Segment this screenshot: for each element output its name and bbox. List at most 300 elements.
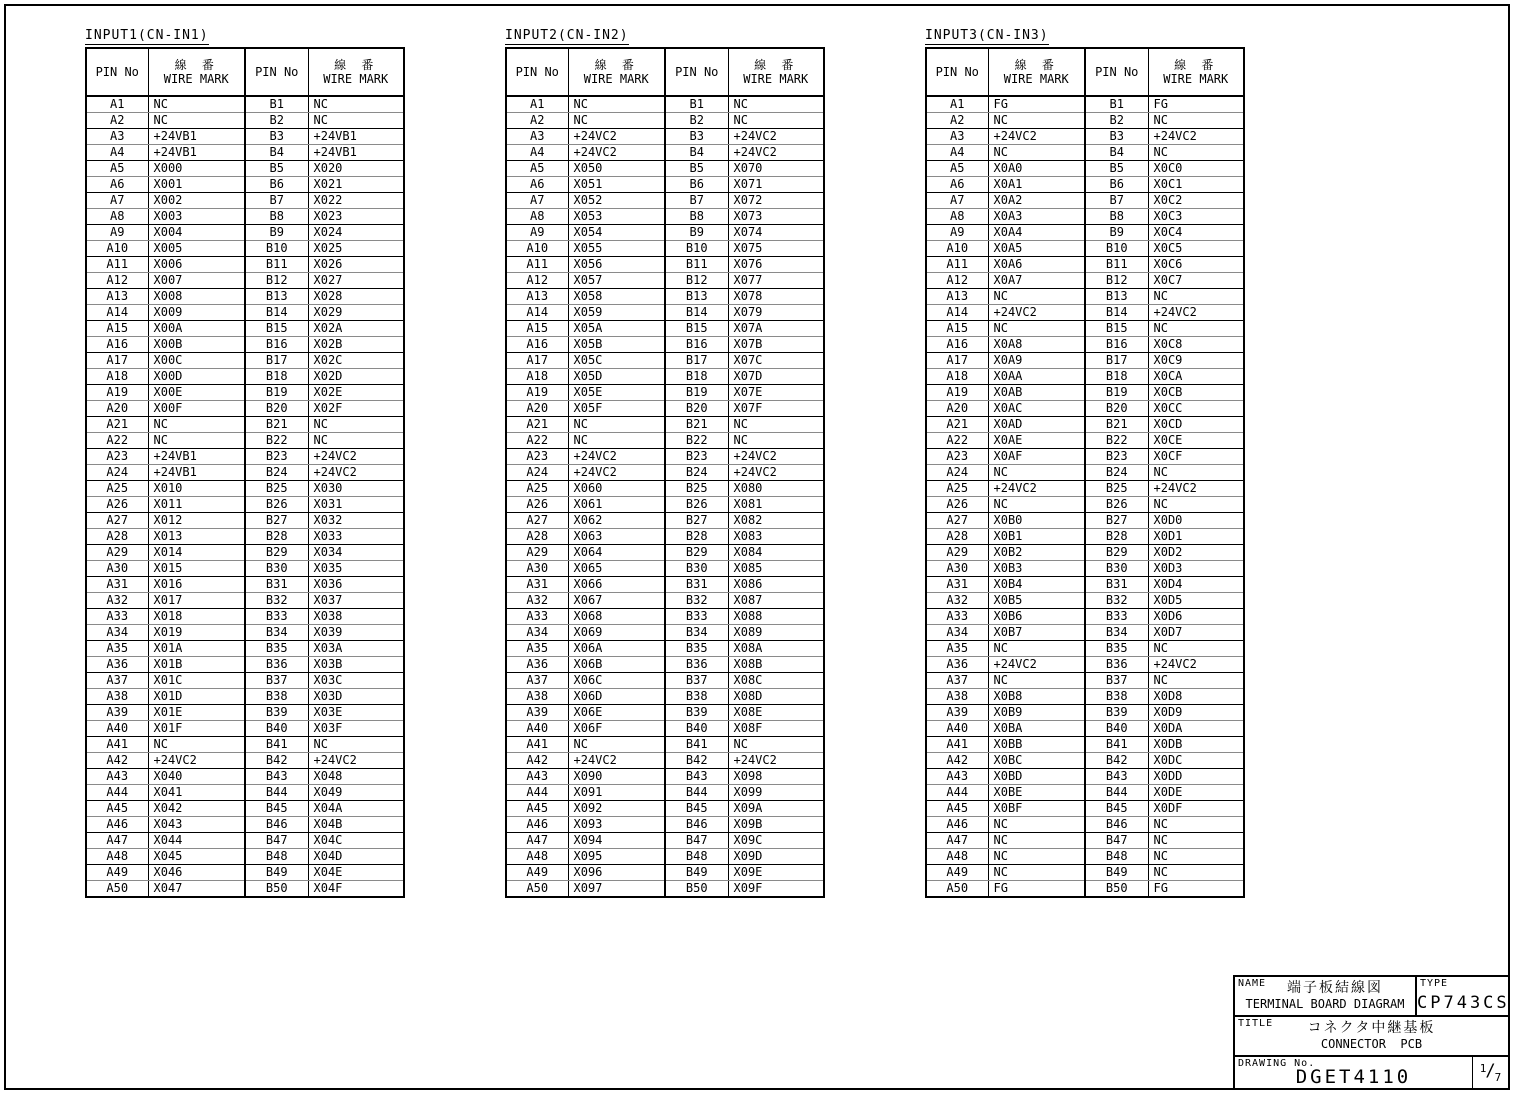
pin-no-cell: B23 bbox=[1085, 449, 1148, 465]
pin-no-cell: A11 bbox=[506, 257, 568, 273]
wire-mark-cell: NC bbox=[1148, 849, 1244, 865]
wire-mark-cell: X0DC bbox=[1148, 753, 1244, 769]
pin-no-cell: B22 bbox=[1085, 433, 1148, 449]
pin-no-cell: B8 bbox=[1085, 209, 1148, 225]
pin-no-cell: A33 bbox=[506, 609, 568, 625]
table-row bbox=[926, 369, 1244, 385]
pin-no-cell: A21 bbox=[926, 417, 988, 433]
table-row bbox=[506, 113, 824, 129]
pin-no-cell: A17 bbox=[926, 353, 988, 369]
type-label: TYPE bbox=[1420, 978, 1449, 989]
wire-mark-cell: +24VB1 bbox=[148, 465, 245, 481]
wire-mark-cell: X048 bbox=[308, 769, 404, 785]
wire-mark-cell: X0A7 bbox=[988, 273, 1085, 289]
pin-no-cell: A27 bbox=[926, 513, 988, 529]
table-row bbox=[506, 609, 824, 625]
wire-mark-cell: X0BC bbox=[988, 753, 1085, 769]
pin-no-cell: A49 bbox=[926, 865, 988, 881]
table-row bbox=[926, 497, 1244, 513]
pin-no-cell: B5 bbox=[665, 161, 728, 177]
table-row bbox=[506, 353, 824, 369]
pin-no-cell: B45 bbox=[665, 801, 728, 817]
wire-mark-cell: NC bbox=[308, 417, 404, 433]
wire-mark-cell: X005 bbox=[148, 241, 245, 257]
table-row bbox=[926, 881, 1244, 898]
wire-mark-cell: NC bbox=[1148, 289, 1244, 305]
pin-no-cell: A8 bbox=[86, 209, 148, 225]
pin-no-cell: B12 bbox=[1085, 273, 1148, 289]
pin-no-cell: B47 bbox=[665, 833, 728, 849]
pin-no-cell: A19 bbox=[86, 385, 148, 401]
pin-no-cell: A38 bbox=[506, 689, 568, 705]
table-row bbox=[506, 96, 824, 113]
wire-mark-cell: X0B5 bbox=[988, 593, 1085, 609]
fraction-slash-icon: / bbox=[1485, 1060, 1496, 1081]
table-row bbox=[86, 145, 404, 161]
title-block-title-cell bbox=[1235, 1017, 1508, 1055]
pin-no-cell: B6 bbox=[1085, 177, 1148, 193]
table-row bbox=[506, 481, 824, 497]
table-row bbox=[86, 849, 404, 865]
pin-no-cell: B17 bbox=[245, 353, 308, 369]
wire-mark-cell: NC bbox=[308, 96, 404, 113]
wire-mark-cell: X007 bbox=[148, 273, 245, 289]
table-row bbox=[86, 225, 404, 241]
pin-no-cell: B34 bbox=[245, 625, 308, 641]
table-row bbox=[86, 177, 404, 193]
pin-no-cell: B32 bbox=[1085, 593, 1148, 609]
pin-no-cell: B35 bbox=[1085, 641, 1148, 657]
wire-mark-cell: X06E bbox=[568, 705, 665, 721]
wire-mark-cell: X01A bbox=[148, 641, 245, 657]
wire-mark-cell: X092 bbox=[568, 801, 665, 817]
pin-no-cell: B3 bbox=[245, 129, 308, 145]
pin-no-cell: A28 bbox=[926, 529, 988, 545]
pin-no-cell: A37 bbox=[506, 673, 568, 689]
wire-mark-cell: NC bbox=[148, 96, 245, 113]
wire-mark-cell: X09D bbox=[728, 849, 824, 865]
wire-mark-cell: X021 bbox=[308, 177, 404, 193]
wire-mark-cell: X032 bbox=[308, 513, 404, 529]
pin-no-cell: A2 bbox=[926, 113, 988, 129]
wire-mark-cell: X09C bbox=[728, 833, 824, 849]
pin-no-cell: B19 bbox=[665, 385, 728, 401]
pin-no-cell: B24 bbox=[245, 465, 308, 481]
pin-no-cell: A44 bbox=[506, 785, 568, 801]
pin-no-cell: B3 bbox=[665, 129, 728, 145]
wire-mark-cell: NC bbox=[1148, 641, 1244, 657]
table-row bbox=[506, 193, 824, 209]
pin-no-cell: B27 bbox=[665, 513, 728, 529]
pin-no-cell: B25 bbox=[665, 481, 728, 497]
wire-mark-cell: +24VB1 bbox=[308, 145, 404, 161]
wire-mark-cell: X064 bbox=[568, 545, 665, 561]
wire-mark-cell: X0BD bbox=[988, 769, 1085, 785]
wire-mark-cell: X024 bbox=[308, 225, 404, 241]
wire-mark-cell: X0BF bbox=[988, 801, 1085, 817]
pin-no-cell: B40 bbox=[665, 721, 728, 737]
wire-mark-cell: X010 bbox=[148, 481, 245, 497]
pin-no-cell: B43 bbox=[1085, 769, 1148, 785]
table-row bbox=[86, 513, 404, 529]
wire-mark-cell: +24VC2 bbox=[568, 129, 665, 145]
pin-no-cell: A7 bbox=[86, 193, 148, 209]
wire-mark-cell: X0D8 bbox=[1148, 689, 1244, 705]
wire-mark-cell: X0A3 bbox=[988, 209, 1085, 225]
wire-mark-cell: X0C7 bbox=[1148, 273, 1244, 289]
pin-no-cell: B21 bbox=[665, 417, 728, 433]
table-row bbox=[506, 545, 824, 561]
wire-mark-cell: NC bbox=[568, 737, 665, 753]
wire-mark-cell: X0C8 bbox=[1148, 337, 1244, 353]
wire-mark-cell: X07C bbox=[728, 353, 824, 369]
table-row bbox=[86, 193, 404, 209]
wire-mark-header-en: WIRE MARK bbox=[743, 72, 809, 86]
wire-mark-cell: X062 bbox=[568, 513, 665, 529]
wire-mark-cell: X00C bbox=[148, 353, 245, 369]
wire-mark-cell: X036 bbox=[308, 577, 404, 593]
wire-mark-cell: X045 bbox=[148, 849, 245, 865]
table-row bbox=[86, 881, 404, 898]
wire-mark-cell: +24VC2 bbox=[988, 481, 1085, 497]
pin-no-header: PIN No bbox=[1085, 48, 1148, 96]
wire-mark-header-en: WIRE MARK bbox=[583, 72, 649, 86]
pin-no-cell: A42 bbox=[86, 753, 148, 769]
pin-no-cell: B37 bbox=[1085, 673, 1148, 689]
wire-mark-cell: X05A bbox=[568, 321, 665, 337]
table-row bbox=[86, 561, 404, 577]
pin-no-cell: A48 bbox=[86, 849, 148, 865]
wire-mark-cell: X04B bbox=[308, 817, 404, 833]
pin-no-cell: B40 bbox=[245, 721, 308, 737]
pin-no-cell: B21 bbox=[245, 417, 308, 433]
wire-mark-cell: NC bbox=[728, 113, 824, 129]
pin-no-cell: A24 bbox=[86, 465, 148, 481]
pin-no-cell: B15 bbox=[665, 321, 728, 337]
table-row bbox=[926, 657, 1244, 673]
pin-no-cell: B7 bbox=[1085, 193, 1148, 209]
table-row bbox=[86, 817, 404, 833]
pin-no-cell: B6 bbox=[665, 177, 728, 193]
wire-mark-header-jp: 線 番 bbox=[594, 58, 638, 72]
pin-no-cell: B23 bbox=[665, 449, 728, 465]
wire-mark-cell: X0A6 bbox=[988, 257, 1085, 273]
pin-no-cell: A3 bbox=[926, 129, 988, 145]
table-row bbox=[506, 177, 824, 193]
pin-no-cell: B30 bbox=[1085, 561, 1148, 577]
table-row bbox=[86, 721, 404, 737]
table-row bbox=[506, 321, 824, 337]
pin-no-cell: A45 bbox=[926, 801, 988, 817]
wire-mark-cell: X0D6 bbox=[1148, 609, 1244, 625]
wire-mark-cell: X038 bbox=[308, 609, 404, 625]
wire-mark-cell: X03F bbox=[308, 721, 404, 737]
pin-no-cell: A26 bbox=[926, 497, 988, 513]
pin-no-cell: A48 bbox=[926, 849, 988, 865]
wire-mark-cell: X04E bbox=[308, 865, 404, 881]
wire-mark-cell: X073 bbox=[728, 209, 824, 225]
wire-mark-cell: X049 bbox=[308, 785, 404, 801]
wire-mark-cell: +24VC2 bbox=[988, 129, 1085, 145]
wire-mark-cell: X016 bbox=[148, 577, 245, 593]
wire-mark-cell: X034 bbox=[308, 545, 404, 561]
wire-mark-cell: X0B2 bbox=[988, 545, 1085, 561]
table-row bbox=[86, 737, 404, 753]
pin-no-cell: B29 bbox=[665, 545, 728, 561]
wire-mark-cell: X002 bbox=[148, 193, 245, 209]
wire-mark-cell: X050 bbox=[568, 161, 665, 177]
pin-no-cell: A8 bbox=[926, 209, 988, 225]
wire-mark-cell: X042 bbox=[148, 801, 245, 817]
wire-mark-cell: NC bbox=[1148, 113, 1244, 129]
table-row bbox=[926, 577, 1244, 593]
pin-no-cell: B13 bbox=[245, 289, 308, 305]
table-row bbox=[506, 385, 824, 401]
wire-mark-cell: X090 bbox=[568, 769, 665, 785]
table-row bbox=[926, 721, 1244, 737]
table-row bbox=[926, 145, 1244, 161]
pin-no-cell: A16 bbox=[926, 337, 988, 353]
wire-mark-cell: X0CC bbox=[1148, 401, 1244, 417]
pin-no-cell: B2 bbox=[665, 113, 728, 129]
pin-no-cell: A9 bbox=[86, 225, 148, 241]
table-row bbox=[86, 641, 404, 657]
wire-mark-cell: +24VC2 bbox=[308, 753, 404, 769]
table-row bbox=[506, 593, 824, 609]
table-row bbox=[86, 545, 404, 561]
pin-no-cell: A4 bbox=[506, 145, 568, 161]
pin-no-cell: A30 bbox=[86, 561, 148, 577]
wire-mark-cell: X022 bbox=[308, 193, 404, 209]
pin-no-cell: A47 bbox=[86, 833, 148, 849]
wire-mark-cell: X0D3 bbox=[1148, 561, 1244, 577]
pin-no-cell: B25 bbox=[1085, 481, 1148, 497]
table-row bbox=[506, 513, 824, 529]
wire-mark-cell: X088 bbox=[728, 609, 824, 625]
wire-mark-cell: X01D bbox=[148, 689, 245, 705]
wire-mark-cell: X055 bbox=[568, 241, 665, 257]
pin-no-cell: A1 bbox=[86, 96, 148, 113]
table-row bbox=[86, 129, 404, 145]
pin-no-cell: A6 bbox=[86, 177, 148, 193]
table-row bbox=[506, 673, 824, 689]
pin-no-cell: B6 bbox=[245, 177, 308, 193]
pin-no-cell: B48 bbox=[245, 849, 308, 865]
table-row bbox=[506, 465, 824, 481]
pin-no-cell: A6 bbox=[506, 177, 568, 193]
pin-wire-table bbox=[925, 47, 1245, 898]
wire-mark-cell: X06C bbox=[568, 673, 665, 689]
pin-no-cell: B7 bbox=[245, 193, 308, 209]
header-row bbox=[86, 48, 404, 96]
wire-mark-cell: X085 bbox=[728, 561, 824, 577]
table-row bbox=[506, 881, 824, 898]
table-row bbox=[86, 257, 404, 273]
pin-no-cell: B37 bbox=[665, 673, 728, 689]
table-row bbox=[506, 817, 824, 833]
pin-no-cell: A13 bbox=[86, 289, 148, 305]
wire-mark-cell: X008 bbox=[148, 289, 245, 305]
wire-mark-cell: X06B bbox=[568, 657, 665, 673]
wire-mark-cell: X0D7 bbox=[1148, 625, 1244, 641]
wire-mark-cell: X023 bbox=[308, 209, 404, 225]
pin-no-cell: A19 bbox=[926, 385, 988, 401]
pin-no-cell: B47 bbox=[245, 833, 308, 849]
type-value: CP743CS bbox=[1417, 993, 1510, 1013]
pin-no-cell: A12 bbox=[86, 273, 148, 289]
pin-no-cell: A26 bbox=[506, 497, 568, 513]
pin-no-cell: B17 bbox=[1085, 353, 1148, 369]
pin-no-cell: A14 bbox=[506, 305, 568, 321]
wire-mark-cell: X0A2 bbox=[988, 193, 1085, 209]
wire-mark-cell: +24VC2 bbox=[728, 465, 824, 481]
table-row bbox=[86, 209, 404, 225]
table-row bbox=[86, 401, 404, 417]
pin-no-cell: B38 bbox=[665, 689, 728, 705]
wire-mark-cell: X08A bbox=[728, 641, 824, 657]
pin-no-cell: A39 bbox=[506, 705, 568, 721]
pin-no-cell: A36 bbox=[86, 657, 148, 673]
table-row bbox=[86, 753, 404, 769]
pin-no-cell: A36 bbox=[506, 657, 568, 673]
pin-no-cell: A50 bbox=[926, 881, 988, 898]
wire-mark-cell: X079 bbox=[728, 305, 824, 321]
pin-no-cell: B2 bbox=[245, 113, 308, 129]
header-row bbox=[506, 48, 824, 96]
pin-no-cell: B9 bbox=[1085, 225, 1148, 241]
wire-mark-cell: X09F bbox=[733, 881, 763, 895]
table-row bbox=[86, 289, 404, 305]
pin-no-cell: B15 bbox=[1085, 321, 1148, 337]
wire-mark-cell: X0DD bbox=[1148, 769, 1244, 785]
page-number-cell bbox=[1472, 1057, 1508, 1088]
pin-no-cell: A41 bbox=[86, 737, 148, 753]
wire-mark-cell: X0AF bbox=[988, 449, 1085, 465]
pin-no-cell: A24 bbox=[926, 465, 988, 481]
pin-no-cell: B39 bbox=[665, 705, 728, 721]
wire-mark-cell: X08D bbox=[728, 689, 824, 705]
pin-no-cell: A2 bbox=[86, 113, 148, 129]
wire-mark-cell: NC bbox=[988, 865, 1085, 881]
wire-mark-cell: X065 bbox=[568, 561, 665, 577]
wire-mark-header-jp: 線 番 bbox=[334, 58, 378, 72]
table-row bbox=[506, 257, 824, 273]
pin-no-cell: B46 bbox=[1085, 817, 1148, 833]
pin-no-cell: A49 bbox=[506, 865, 568, 881]
wire-mark-cell: X0C4 bbox=[1148, 225, 1244, 241]
wire-mark-cell: X074 bbox=[728, 225, 824, 241]
wire-mark-cell: X0D9 bbox=[1148, 705, 1244, 721]
pin-no-cell: A5 bbox=[506, 161, 568, 177]
pin-no-cell: B36 bbox=[665, 657, 728, 673]
wire-mark-cell: X070 bbox=[728, 161, 824, 177]
wire-mark-cell: X09B bbox=[728, 817, 824, 833]
wire-mark-cell: X0CB bbox=[1148, 385, 1244, 401]
drawing-name-jp: 端子板結線図 bbox=[1287, 980, 1383, 996]
pin-no-cell: B16 bbox=[665, 337, 728, 353]
pin-no-cell: A18 bbox=[86, 369, 148, 385]
pin-no-cell: A34 bbox=[86, 625, 148, 641]
pin-no-cell: B42 bbox=[245, 753, 308, 769]
pin-no-cell: B48 bbox=[665, 849, 728, 865]
pin-no-cell: B34 bbox=[1085, 625, 1148, 641]
drawing-title-en: CONNECTOR PCB bbox=[1320, 1037, 1423, 1051]
wire-mark-cell: X035 bbox=[308, 561, 404, 577]
wire-mark-cell: X04F bbox=[313, 881, 343, 895]
wire-mark-cell: FG bbox=[1153, 881, 1168, 895]
table-row bbox=[506, 161, 824, 177]
wire-mark-cell: NC bbox=[568, 433, 665, 449]
pin-no-cell: B31 bbox=[1085, 577, 1148, 593]
pin-no-cell: A13 bbox=[926, 289, 988, 305]
title-block bbox=[1233, 975, 1510, 1090]
pin-no-cell: A32 bbox=[506, 593, 568, 609]
wire-mark-cell: X06A bbox=[568, 641, 665, 657]
wire-mark-cell: +24VC2 bbox=[988, 305, 1085, 321]
wire-mark-cell: X075 bbox=[728, 241, 824, 257]
wire-mark-cell: X004 bbox=[148, 225, 245, 241]
pin-no-cell: B49 bbox=[665, 865, 728, 881]
pin-no-cell: B30 bbox=[665, 561, 728, 577]
table-row bbox=[926, 625, 1244, 641]
pin-no-cell: A11 bbox=[86, 257, 148, 273]
pin-no-cell: B42 bbox=[1085, 753, 1148, 769]
input3-table-section bbox=[925, 24, 1243, 898]
table-row bbox=[506, 721, 824, 737]
pin-no-cell: B21 bbox=[1085, 417, 1148, 433]
wire-mark-cell: NC bbox=[988, 673, 1085, 689]
wire-mark-cell: X086 bbox=[728, 577, 824, 593]
table-row bbox=[926, 545, 1244, 561]
wire-mark-cell: X006 bbox=[148, 257, 245, 273]
pin-no-cell: B41 bbox=[1085, 737, 1148, 753]
pin-no-cell: B13 bbox=[1085, 289, 1148, 305]
pin-no-cell: B24 bbox=[665, 465, 728, 481]
table-row bbox=[926, 513, 1244, 529]
pin-no-cell: B44 bbox=[1085, 785, 1148, 801]
table-row bbox=[86, 609, 404, 625]
wire-mark-cell: X013 bbox=[148, 529, 245, 545]
table-row bbox=[926, 257, 1244, 273]
wire-mark-header bbox=[148, 48, 245, 96]
wire-mark-cell: NC bbox=[728, 737, 824, 753]
wire-mark-header-jp: 線 番 bbox=[1014, 58, 1058, 72]
pin-no-cell: B14 bbox=[665, 305, 728, 321]
pin-no-cell: B38 bbox=[245, 689, 308, 705]
wire-mark-cell: X063 bbox=[568, 529, 665, 545]
wire-mark-cell: X04C bbox=[308, 833, 404, 849]
pin-no-cell: A16 bbox=[86, 337, 148, 353]
wire-mark-cell: FG bbox=[1148, 96, 1244, 113]
pin-no-cell: B40 bbox=[1085, 721, 1148, 737]
pin-no-cell: A46 bbox=[86, 817, 148, 833]
table-row bbox=[926, 401, 1244, 417]
table-row bbox=[506, 577, 824, 593]
wire-mark-header bbox=[728, 48, 824, 96]
wire-mark-cell: +24VC2 bbox=[308, 449, 404, 465]
pin-no-cell: A17 bbox=[506, 353, 568, 369]
wire-mark-cell: X047 bbox=[148, 881, 245, 898]
wire-mark-cell: NC bbox=[988, 145, 1085, 161]
table-row bbox=[926, 305, 1244, 321]
wire-mark-cell: X056 bbox=[568, 257, 665, 273]
wire-mark-cell: X044 bbox=[148, 833, 245, 849]
pin-no-cell: B34 bbox=[665, 625, 728, 641]
table-row bbox=[506, 225, 824, 241]
wire-mark-cell: NC bbox=[1148, 465, 1244, 481]
name-label: NAME bbox=[1238, 978, 1267, 989]
pin-no-cell: A20 bbox=[86, 401, 148, 417]
